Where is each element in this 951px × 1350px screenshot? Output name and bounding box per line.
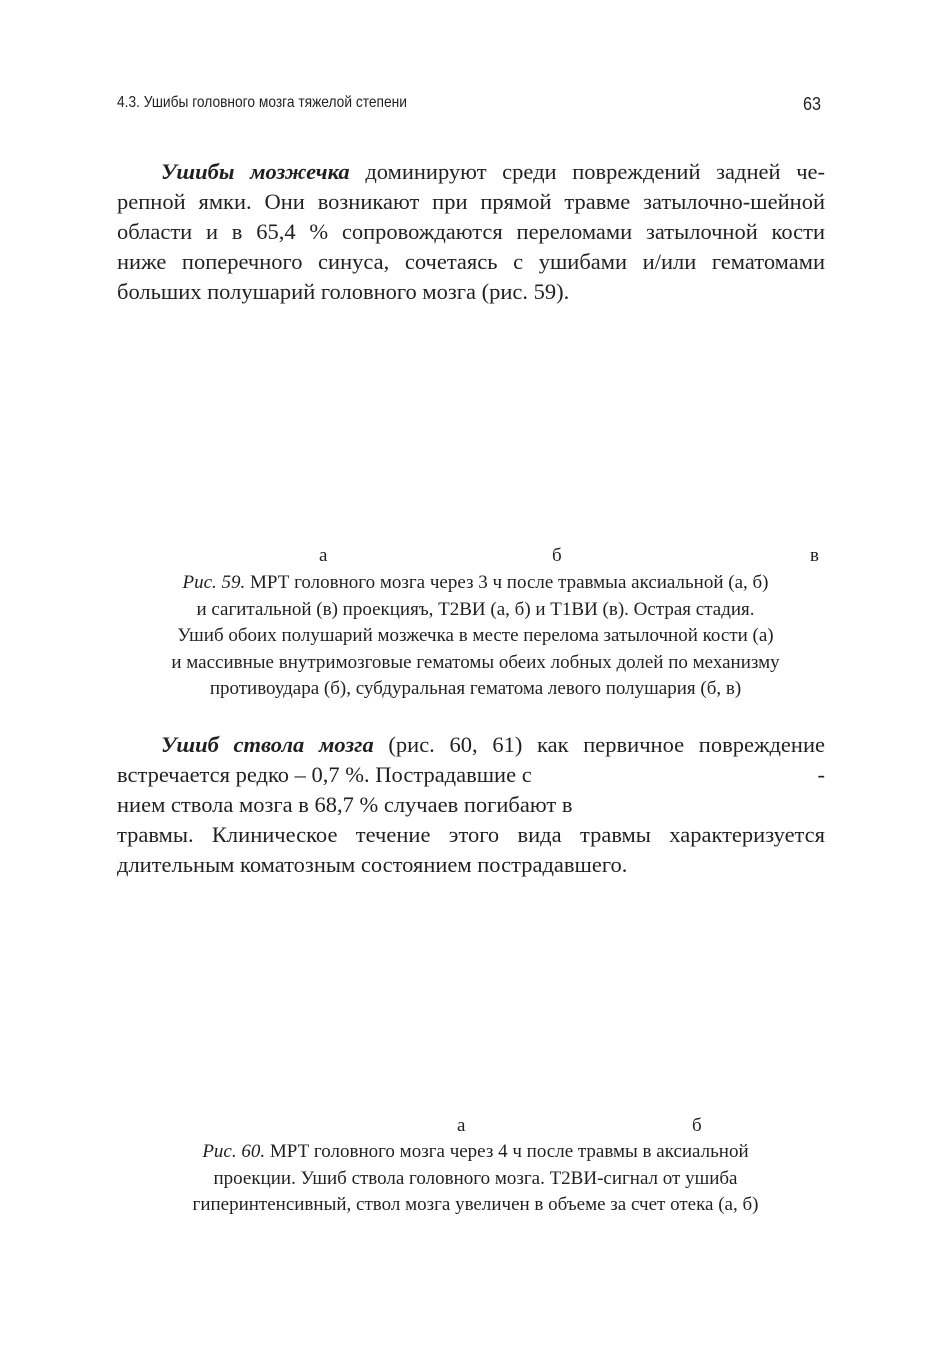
panel-letter-b: б [552, 545, 562, 566]
figure-label: Рис. 60. [202, 1141, 266, 1162]
caption-line: и сагитальной (в) проекцияъ, Т2ВИ (а, б) и Т1ВИ (в). Острая стадия. [196, 598, 755, 620]
caption-line [100, 570, 851, 597]
term-cerebellum-contusion: Ушибы мозжечка [161, 159, 350, 184]
page-number: 63 [802, 94, 821, 114]
paragraph-line: травмы. Клиническое течение этого вида травмы характеризуется [117, 822, 825, 847]
text-run: МРТ головного мозга через 3 ч после травмыа аксиальной (а, б) [245, 572, 769, 593]
caption-line: и массивные внутримозговые гематомы обеих лобных долей по механизму [171, 651, 780, 673]
section-title: 4.3. Ушибы головного мозга тяжелой степени [117, 94, 407, 111]
text-run: доминируют среди повреждений задней че- [349, 159, 825, 184]
figure-59-caption [100, 570, 851, 703]
caption-line: Ушиб обоих полушарий мозжечка в месте перелома затылочной кости (а) [177, 625, 774, 646]
paragraph-line [117, 730, 825, 760]
paragraph-brainstem-contusion [117, 730, 825, 880]
paragraph-line: больших полушарий головного мозга (рис. 59). [117, 279, 570, 304]
caption-line [100, 1139, 851, 1166]
paragraph-line [117, 760, 825, 790]
figure-59-panel-letters [0, 545, 951, 569]
caption-line: противоудара (б), субдуральная гематома левого полушария (б, в) [209, 678, 742, 699]
hyphen: - [817, 762, 825, 787]
text-run: встречается редко – 0,7 %. Пострадавшие с [117, 762, 532, 787]
paragraph-line: репной ямки. Они возникают при прямой травме затылочно-шейной [117, 189, 825, 214]
figure-60-panel-letters [0, 1115, 951, 1139]
running-head [117, 94, 827, 118]
panel-letter-a: а [457, 1115, 466, 1136]
paragraph-cerebellum-contusion [117, 157, 825, 307]
paragraph-line: нием ствола мозга в 68,7 % случаев погибают в [117, 792, 573, 817]
figure-60-caption [100, 1139, 851, 1219]
paragraph-line [117, 157, 825, 187]
caption-line: проекции. Ушиб ствола головного мозга. Т2ВИ-сигнал от ушиба [213, 1167, 738, 1189]
panel-letter-a: а [319, 545, 328, 566]
term-brainstem-contusion: Ушиб ствола мозга [161, 732, 374, 757]
paragraph-line: длительным коматозным состоянием пострадавшего. [117, 852, 628, 877]
figure-label: Рис. 59. [182, 572, 246, 593]
panel-letter-v: в [810, 545, 819, 566]
panel-letter-b: б [692, 1115, 702, 1136]
paragraph-line: области и в 65,4 % сопровождаются переломами затылочной кости [117, 219, 825, 244]
paragraph-line: ниже поперечного синуса, сочетаясь с ушибами и/или гематомами [117, 249, 825, 274]
text-run: (рис. 60, 61) как первичное повреждение [373, 732, 825, 757]
caption-line: гиперинтенсивный, ствол мозга увеличен в объеме за счет отека (а, б) [192, 1194, 759, 1215]
text-run: МРТ головного мозга через 4 ч после травмы в аксиальной [265, 1141, 749, 1162]
